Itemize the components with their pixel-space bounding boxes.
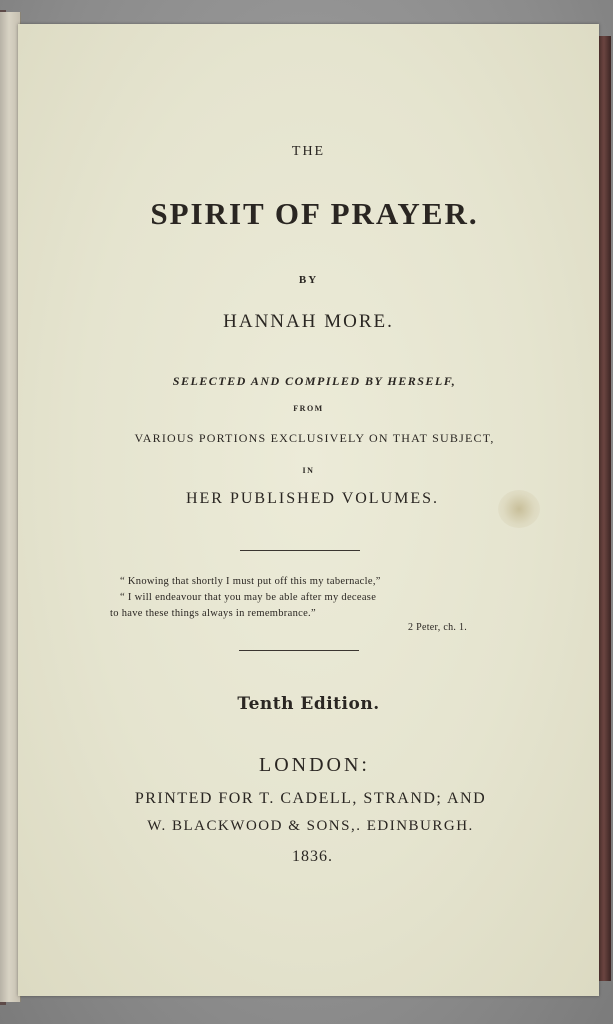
edition-line: Tenth Edition. (237, 694, 380, 714)
divider-bottom (239, 650, 359, 651)
published-volumes-line: HER PUBLISHED VOLUMES. (185, 490, 440, 507)
imprint-city: LONDON: (259, 754, 370, 776)
selected-compiled-line: SELECTED AND COMPILED BY HERSELF, (172, 374, 457, 388)
title-article: THE (291, 144, 326, 159)
from-line: FROM (293, 404, 324, 413)
imprint-publisher: W. BLACKWOOD & SONS,. EDINBURGH. (147, 818, 474, 834)
title-page (18, 24, 599, 996)
various-portions-line: VARIOUS PORTIONS EXCLUSIVELY ON THAT SUBJECT, (134, 431, 495, 445)
imprint-printer: PRINTED FOR T. CADELL, STRAND; AND (134, 790, 487, 807)
divider-top (240, 550, 360, 551)
epigraph-line-2: “ I will endeavour that you may be able after my decease (120, 592, 377, 603)
in-line: IN (302, 466, 315, 475)
epigraph-citation: 2 Peter, ch. 1. (408, 622, 468, 633)
by-line: BY (298, 274, 319, 286)
author-name: HANNAH MORE. (223, 311, 394, 332)
imprint-year: 1836. (292, 848, 333, 865)
epigraph-line-1: “ Knowing that shortly I must put off this my tabernacle,” (120, 576, 381, 587)
book-title: SPIRIT OF PRAYER. (150, 196, 479, 231)
book-right-binding (597, 36, 611, 981)
epigraph-line-3: to have these things always in remembrance.” (110, 608, 316, 619)
